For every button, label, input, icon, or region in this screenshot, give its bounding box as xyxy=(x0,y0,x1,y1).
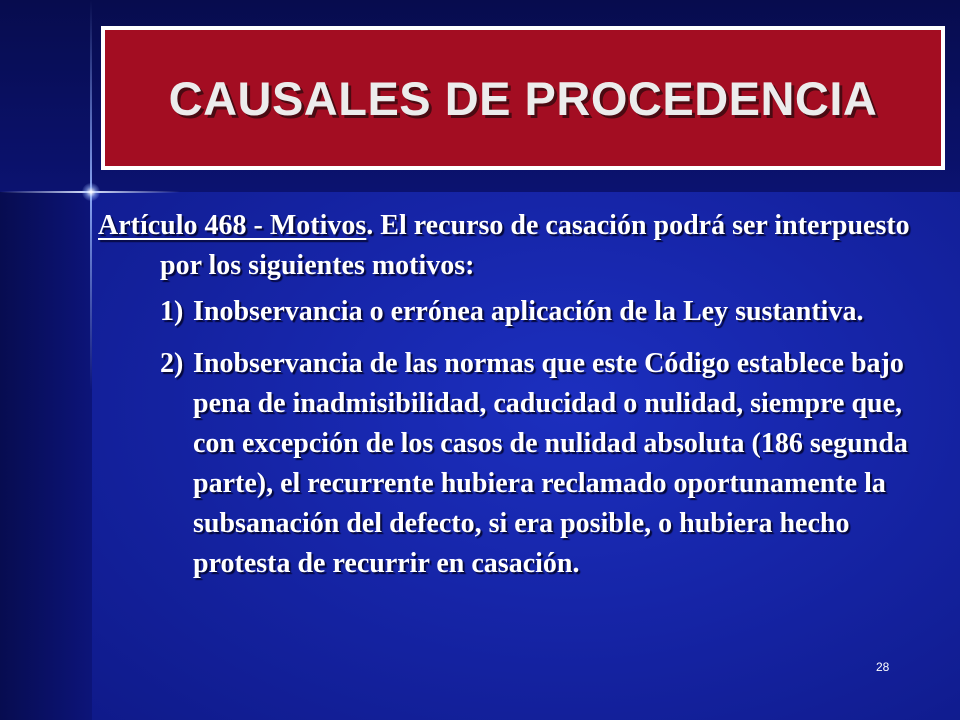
list-item-text: Inobservancia o errónea aplicación de la Ley sustantiva. xyxy=(193,296,864,327)
page-number: 28 xyxy=(876,660,890,674)
list-item xyxy=(160,344,948,584)
article-reference: Artículo 468 - Motivos xyxy=(98,210,367,241)
list-item-text: Inobservancia de las normas que este Código establece bajo pena de inadmisibilidad, caducidad o nulidad, siempre que, con excepción de los casos de nulidad absoluta (186 segunda parte), el recurrente hubiera reclamado oportunamente la subsanación del defecto, si era posible, o hubiera hecho protesta de recurrir en casación. xyxy=(193,348,908,579)
list-item xyxy=(160,292,948,332)
lens-flare-center xyxy=(82,183,100,201)
article-intro xyxy=(98,206,948,286)
slide-title: CAUSALES DE PROCEDENCIA xyxy=(168,71,878,125)
slide-title-box xyxy=(101,26,945,170)
list-item-number: 1) xyxy=(160,296,184,327)
list-item-number: 2) xyxy=(160,348,184,379)
article-intro-text: . El recurso de casación podrá ser interpuesto por los siguientes motivos: xyxy=(160,210,910,281)
slide-body xyxy=(98,206,948,584)
